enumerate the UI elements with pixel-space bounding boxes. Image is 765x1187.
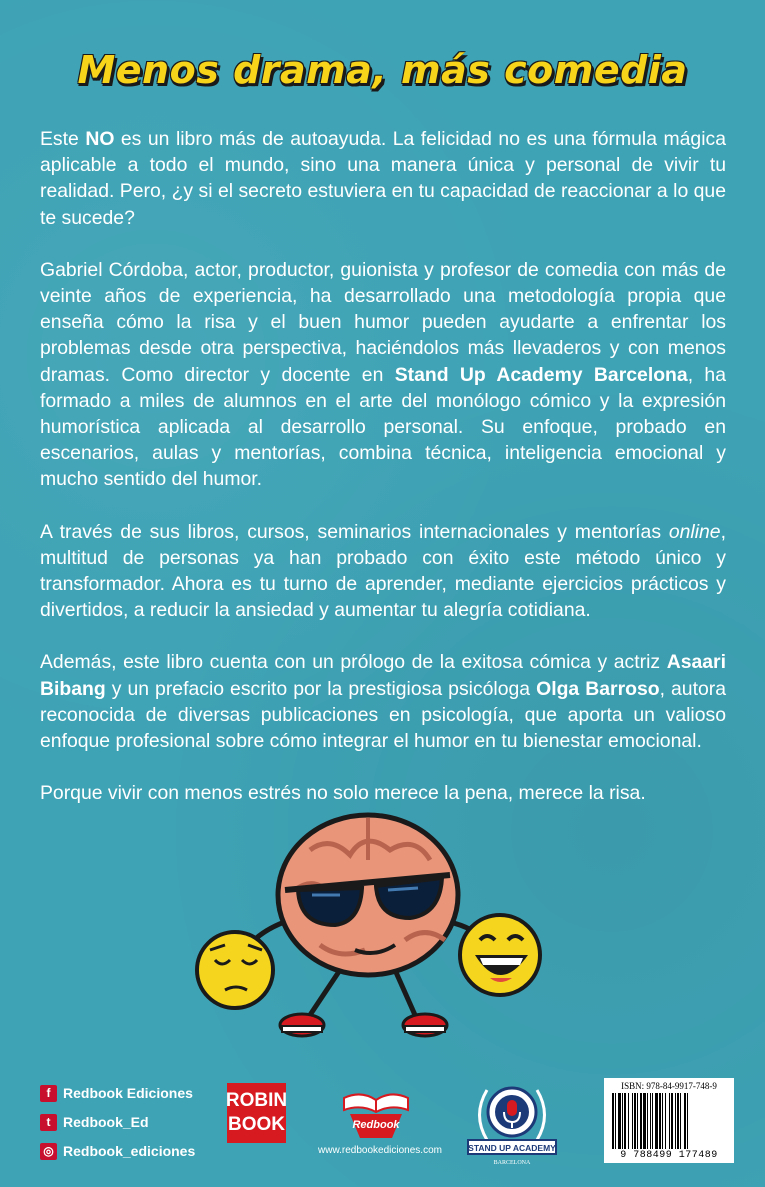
- social-instagram[interactable]: [40, 1138, 195, 1164]
- robin-book-logo: [227, 1083, 286, 1143]
- robin-logo-line1: ROBIN: [225, 1090, 288, 1111]
- academy-logo-text: STAND UP ACADEMY: [468, 1143, 556, 1153]
- academy-city-text: BARCELONA: [493, 1160, 531, 1166]
- twitter-icon: t: [40, 1114, 57, 1131]
- social-facebook[interactable]: [40, 1080, 195, 1106]
- redbook-logo: [336, 1080, 416, 1140]
- social-label: Redbook Ediciones: [63, 1085, 193, 1101]
- social-label: Redbook_ediciones: [63, 1143, 196, 1159]
- paragraph-5: Porque vivir con menos estrés no solo merece la pena, merece la risa.: [40, 782, 646, 805]
- social-links: [40, 1080, 195, 1167]
- redbook-logo-text: Redbook: [352, 1119, 400, 1131]
- paragraph-1: Este NO es un libro más de autoayuda. La felicidad no es una fórmula mágica aplicable a todo el mundo, sino una manera única y personal de vivir tu realidad. Pero, ¿y si el secreto estuviera en tu capacidad de reaccionar a lo que te sucede?: [40, 128, 726, 229]
- isbn-barcode: [604, 1078, 734, 1163]
- website-link[interactable]: www.redbookediciones.com: [318, 1145, 442, 1156]
- isbn-digits: 9 788499 177489: [620, 1150, 718, 1161]
- instagram-icon: ◎: [40, 1143, 57, 1160]
- isbn-label: ISBN: 978-84-9917-748-9: [621, 1081, 717, 1091]
- brain-mascot-illustration: [190, 800, 550, 1055]
- paragraph-2: Gabriel Córdoba, actor, productor, guionista y profesor de comedia con más de veinte años de experiencia, ha desarrollado una metodología propia que enseña cómo la risa y el buen humor pueden ayudarte a enfrentar los problemas desde otra perspectiva, haciéndolos más llevaderos y con menos dramas. Como director y docente en Stand Up Academy Barcelona, ha formado a miles de alumnos en el arte del monólogo cómico y la expresión humorística aplicada al desarrollo personal. Su enfoque, probado en escenarios, aulas y mentorías, combina técnica, inteligencia emocional y mucho sentido del humor.: [40, 258, 726, 491]
- paragraph-4: Además, este libro cuenta con un prólogo de la exitosa cómica y actriz Asaari Bibang y un prefacio escrito por la prestigiosa psicóloga Olga Barroso, autora reconocida de diversas publicaciones en psicología, que aporta un valioso enfoque profesional sobre cómo integrar el humor en tu bienestar emocional.: [40, 651, 726, 753]
- paragraph-3: A través de sus libros, cursos, seminarios internacionales y mentorías online, multitud de personas ya han probado con éxito este método único y transformador. Ahora es tu turno de aprender, mediante ejercicios prácticos y divertidos, a reducir la ansiedad y aumentar tu alegría cotidiana.: [40, 520, 726, 622]
- back-cover-text: [40, 126, 726, 832]
- social-label: Redbook_Ed: [63, 1114, 149, 1130]
- book-title: Menos drama, más comedia: [77, 48, 688, 92]
- robin-logo-line2: BOOK: [228, 1114, 285, 1135]
- social-twitter[interactable]: [40, 1109, 195, 1135]
- stand-up-academy-logo: [462, 1080, 562, 1172]
- facebook-icon: f: [40, 1085, 57, 1102]
